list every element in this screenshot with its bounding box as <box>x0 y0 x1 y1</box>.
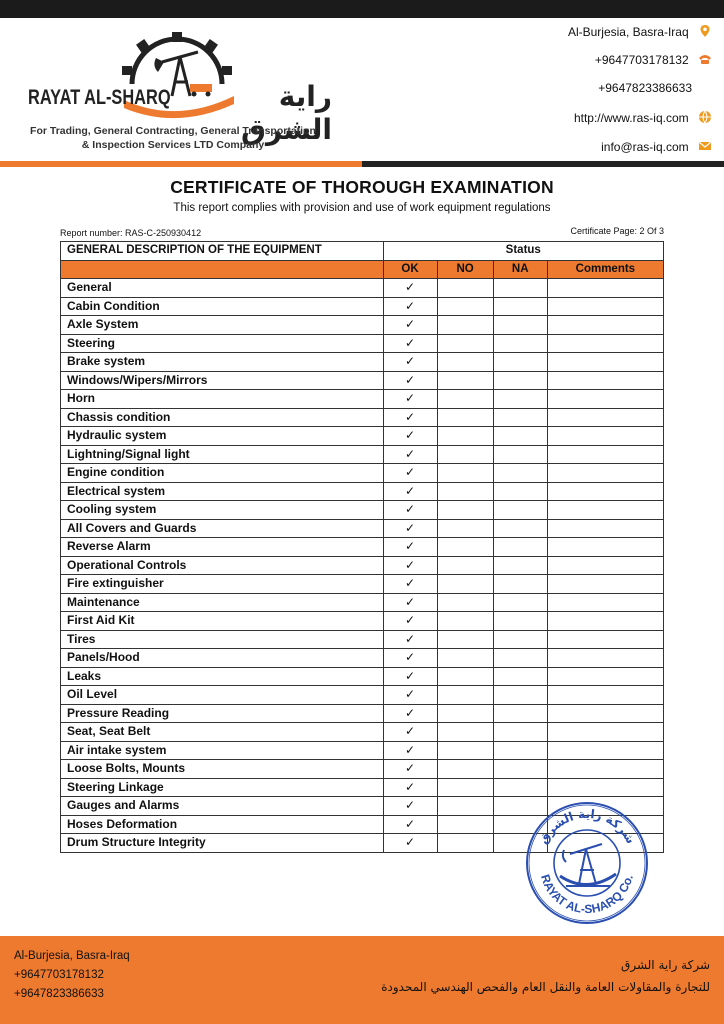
certificate-page: Certificate Page: 2 Of 3 <box>570 226 664 236</box>
address-text: Al-Burjesia, Basra-Iraq <box>567 25 689 39</box>
status-cell-ok <box>383 519 437 538</box>
column-no: NO <box>437 260 493 279</box>
table-column-row <box>61 260 664 279</box>
logo-text-arabic: راية الشرق <box>240 80 332 146</box>
row-item-label: All Covers and Guards <box>61 519 384 538</box>
comments-cell <box>547 279 663 298</box>
check-mark-icon: ✓ <box>405 705 416 720</box>
contact-phone2 <box>392 81 692 95</box>
table-row <box>61 427 664 446</box>
status-cell-no <box>437 353 493 372</box>
status-cell-na <box>493 316 547 335</box>
comments-cell <box>547 390 663 409</box>
status-cell-no <box>437 427 493 446</box>
table-row <box>61 686 664 705</box>
status-cell-no <box>437 556 493 575</box>
check-mark-icon: ✓ <box>405 446 416 461</box>
status-cell-ok <box>383 667 437 686</box>
comments-cell <box>547 501 663 520</box>
company-tagline-line1: For Trading, General Contracting, General Transportation <box>30 125 316 137</box>
row-item-label: Panels/Hood <box>61 649 384 668</box>
row-item-label: Maintenance <box>61 593 384 612</box>
company-stamp <box>524 800 650 926</box>
check-mark-icon: ✓ <box>405 613 416 628</box>
status-cell-no <box>437 445 493 464</box>
location-pin-icon <box>698 24 712 38</box>
row-item-label: Windows/Wipers/Mirrors <box>61 371 384 390</box>
comments-cell <box>547 408 663 427</box>
report-number: Report number: RAS-C-250930412 <box>60 228 202 238</box>
check-mark-icon: ✓ <box>405 520 416 535</box>
check-mark-icon: ✓ <box>405 465 416 480</box>
comments-cell <box>547 612 663 631</box>
comments-cell <box>547 445 663 464</box>
status-cell-ok <box>383 464 437 483</box>
phone2-text: +9647823386633 <box>598 81 692 95</box>
mail-icon <box>698 139 712 153</box>
status-cell-no <box>437 482 493 501</box>
row-item-label: Oil Level <box>61 686 384 705</box>
status-cell-ok <box>383 427 437 446</box>
check-mark-icon: ✓ <box>405 280 416 295</box>
table-row <box>61 353 664 372</box>
status-cell-no <box>437 464 493 483</box>
status-cell-no <box>437 297 493 316</box>
row-item-label: Electrical system <box>61 482 384 501</box>
status-cell-na <box>493 667 547 686</box>
status-cell-no <box>437 279 493 298</box>
status-cell-na <box>493 353 547 372</box>
comments-cell <box>547 464 663 483</box>
status-cell-ok <box>383 649 437 668</box>
row-item-label: Reverse Alarm <box>61 538 384 557</box>
comments-cell <box>547 575 663 594</box>
status-cell-ok <box>383 704 437 723</box>
row-item-label: Brake system <box>61 353 384 372</box>
status-cell-na <box>493 427 547 446</box>
status-cell-na <box>493 445 547 464</box>
check-mark-icon: ✓ <box>405 798 416 813</box>
phone-icon <box>698 52 712 66</box>
check-mark-icon: ✓ <box>405 409 416 424</box>
status-cell-ok <box>383 501 437 520</box>
row-item-label: Loose Bolts, Mounts <box>61 760 384 779</box>
status-cell-ok <box>383 778 437 797</box>
table-row <box>61 612 664 631</box>
status-cell-no <box>437 408 493 427</box>
status-cell-no <box>437 593 493 612</box>
footer-phone2: +9647823386633 <box>14 988 104 1000</box>
status-cell-na <box>493 723 547 742</box>
status-cell-ok <box>383 575 437 594</box>
status-cell-na <box>493 575 547 594</box>
status-cell-na <box>493 408 547 427</box>
status-cell-no <box>437 778 493 797</box>
status-cell-na <box>493 297 547 316</box>
table-row <box>61 760 664 779</box>
footer-arabic-name: شركة راية الشرق <box>621 958 710 972</box>
status-cell-ok <box>383 834 437 853</box>
row-item-label: Steering <box>61 334 384 353</box>
comments-cell <box>547 371 663 390</box>
status-cell-na <box>493 334 547 353</box>
table-row <box>61 575 664 594</box>
status-cell-ok <box>383 741 437 760</box>
column-comments: Comments <box>547 260 663 279</box>
status-cell-na <box>493 501 547 520</box>
status-cell-ok <box>383 445 437 464</box>
status-cell-na <box>493 464 547 483</box>
check-mark-icon: ✓ <box>405 372 416 387</box>
row-item-label: Leaks <box>61 667 384 686</box>
check-mark-icon: ✓ <box>405 761 416 776</box>
comments-cell <box>547 427 663 446</box>
status-cell-na <box>493 760 547 779</box>
status-cell-no <box>437 538 493 557</box>
row-item-label: First Aid Kit <box>61 612 384 631</box>
stamp-text-latin: RAYAT AL-SHARQ Co. <box>538 872 636 917</box>
status-cell-na <box>493 686 547 705</box>
company-logo <box>22 26 332 156</box>
row-item-label: Cooling system <box>61 501 384 520</box>
footer-phone1: +9647703178132 <box>14 969 104 981</box>
column-blank <box>61 260 384 279</box>
row-item-label: Lightning/Signal light <box>61 445 384 464</box>
status-cell-ok <box>383 797 437 816</box>
status-cell-no <box>437 741 493 760</box>
globe-icon <box>698 110 712 124</box>
contact-address <box>412 24 712 39</box>
comments-cell <box>547 667 663 686</box>
row-item-label: Hydraulic system <box>61 427 384 446</box>
table-row <box>61 334 664 353</box>
table-row <box>61 593 664 612</box>
row-item-label: Steering Linkage <box>61 778 384 797</box>
row-item-label: Axle System <box>61 316 384 335</box>
status-cell-no <box>437 667 493 686</box>
header-divider <box>0 161 724 167</box>
table-row <box>61 519 664 538</box>
status-cell-ok <box>383 371 437 390</box>
status-cell-no <box>437 649 493 668</box>
status-cell-ok <box>383 815 437 834</box>
comments-cell <box>547 353 663 372</box>
status-cell-na <box>493 593 547 612</box>
check-mark-icon: ✓ <box>405 502 416 517</box>
table-row <box>61 501 664 520</box>
check-mark-icon: ✓ <box>405 483 416 498</box>
check-mark-icon: ✓ <box>405 576 416 591</box>
row-item-label: Gauges and Alarms <box>61 797 384 816</box>
check-mark-icon: ✓ <box>405 539 416 554</box>
status-cell-na <box>493 741 547 760</box>
table-row <box>61 445 664 464</box>
row-item-label: Drum Structure Integrity <box>61 834 384 853</box>
comments-cell <box>547 760 663 779</box>
svg-text:شركة راية الشرق <box>536 807 638 846</box>
footer-arabic-description: للتجارة والمقاولات العامة والنقل العام والفحص الهندسي المحدودة <box>381 980 710 994</box>
email-link[interactable]: info@ras-iq.com <box>601 140 689 154</box>
status-cell-no <box>437 371 493 390</box>
row-item-label: Seat, Seat Belt <box>61 723 384 742</box>
status-cell-no <box>437 704 493 723</box>
check-mark-icon: ✓ <box>405 631 416 646</box>
status-cell-ok <box>383 353 437 372</box>
check-mark-icon: ✓ <box>405 650 416 665</box>
table-row <box>61 316 664 335</box>
table-row <box>61 279 664 298</box>
header-description: GENERAL DESCRIPTION OF THE EQUIPMENT <box>61 242 384 261</box>
footer <box>0 936 724 1024</box>
status-cell-ok <box>383 538 437 557</box>
table-row <box>61 538 664 557</box>
status-cell-no <box>437 815 493 834</box>
certificate-title: CERTIFICATE OF THOROUGH EXAMINATION <box>170 177 554 197</box>
contact-email[interactable] <box>412 139 712 154</box>
status-cell-ok <box>383 630 437 649</box>
stamp-text-arabic: شركة راية الشرق <box>536 806 638 847</box>
status-cell-na <box>493 649 547 668</box>
table-row <box>61 667 664 686</box>
status-cell-ok <box>383 593 437 612</box>
check-mark-icon: ✓ <box>405 594 416 609</box>
comments-cell <box>547 741 663 760</box>
table-row <box>61 371 664 390</box>
comments-cell <box>547 538 663 557</box>
status-cell-no <box>437 334 493 353</box>
table-row <box>61 723 664 742</box>
status-cell-ok <box>383 686 437 705</box>
status-cell-no <box>437 519 493 538</box>
status-cell-ok <box>383 316 437 335</box>
status-cell-ok <box>383 279 437 298</box>
company-tagline-line2: & Inspection Services LTD Company <box>81 139 265 151</box>
row-item-label: Tires <box>61 630 384 649</box>
row-item-label: Cabin Condition <box>61 297 384 316</box>
status-cell-na <box>493 612 547 631</box>
status-cell-ok <box>383 482 437 501</box>
check-mark-icon: ✓ <box>405 724 416 739</box>
row-item-label: Pressure Reading <box>61 704 384 723</box>
status-cell-ok <box>383 723 437 742</box>
status-cell-no <box>437 686 493 705</box>
column-ok: OK <box>383 260 437 279</box>
status-cell-no <box>437 501 493 520</box>
table-row <box>61 741 664 760</box>
check-mark-icon: ✓ <box>405 557 416 572</box>
status-cell-no <box>437 760 493 779</box>
check-mark-icon: ✓ <box>405 816 416 831</box>
contact-phone1 <box>412 52 712 67</box>
comments-cell <box>547 556 663 575</box>
status-cell-na <box>493 371 547 390</box>
table-header-row <box>61 242 664 261</box>
contact-website[interactable] <box>412 110 712 125</box>
table-row <box>61 464 664 483</box>
comments-cell <box>547 316 663 335</box>
check-mark-icon: ✓ <box>405 354 416 369</box>
status-cell-no <box>437 390 493 409</box>
status-cell-ok <box>383 297 437 316</box>
table-row <box>61 482 664 501</box>
check-mark-icon: ✓ <box>405 742 416 757</box>
comments-cell <box>547 704 663 723</box>
table-row <box>61 297 664 316</box>
table-row <box>61 630 664 649</box>
status-cell-no <box>437 834 493 853</box>
table-row <box>61 778 664 797</box>
comments-cell <box>547 334 663 353</box>
footer-address: Al-Burjesia, Basra-Iraq <box>14 950 130 962</box>
status-cell-na <box>493 390 547 409</box>
status-cell-ok <box>383 760 437 779</box>
comments-cell <box>547 778 663 797</box>
comments-cell <box>547 297 663 316</box>
check-mark-icon: ✓ <box>405 335 416 350</box>
status-cell-na <box>493 279 547 298</box>
row-item-label: Air intake system <box>61 741 384 760</box>
row-item-label: Engine condition <box>61 464 384 483</box>
check-mark-icon: ✓ <box>405 391 416 406</box>
table-body <box>61 279 664 853</box>
inspection-table <box>60 241 664 853</box>
status-cell-na <box>493 556 547 575</box>
row-item-label: Fire extinguisher <box>61 575 384 594</box>
comments-cell <box>547 593 663 612</box>
check-mark-icon: ✓ <box>405 687 416 702</box>
phone1-text: +9647703178132 <box>594 53 689 67</box>
table-row <box>61 704 664 723</box>
comments-cell <box>547 723 663 742</box>
comments-cell <box>547 482 663 501</box>
status-cell-na <box>493 519 547 538</box>
table-row <box>61 390 664 409</box>
status-cell-ok <box>383 334 437 353</box>
top-bar <box>0 0 724 18</box>
website-link[interactable]: http://www.ras-iq.com <box>573 111 689 125</box>
comments-cell <box>547 686 663 705</box>
status-cell-no <box>437 316 493 335</box>
check-mark-icon: ✓ <box>405 428 416 443</box>
row-item-label: Horn <box>61 390 384 409</box>
table-row <box>61 649 664 668</box>
comments-cell <box>547 630 663 649</box>
column-na: NA <box>493 260 547 279</box>
status-cell-na <box>493 704 547 723</box>
status-cell-ok <box>383 390 437 409</box>
status-cell-ok <box>383 612 437 631</box>
table-row <box>61 408 664 427</box>
check-mark-icon: ✓ <box>405 668 416 683</box>
comments-cell <box>547 519 663 538</box>
status-cell-na <box>493 630 547 649</box>
check-mark-icon: ✓ <box>405 779 416 794</box>
certificate-subtitle: This report complies with provision and use of work equipment regulations <box>173 202 551 214</box>
status-cell-no <box>437 797 493 816</box>
check-mark-icon: ✓ <box>405 317 416 332</box>
row-item-label: Hoses Deformation <box>61 815 384 834</box>
status-cell-na <box>493 778 547 797</box>
table-row <box>61 556 664 575</box>
status-cell-no <box>437 575 493 594</box>
comments-cell <box>547 649 663 668</box>
status-cell-ok <box>383 408 437 427</box>
header-status: Status <box>383 242 663 261</box>
status-cell-na <box>493 482 547 501</box>
check-mark-icon: ✓ <box>405 298 416 313</box>
status-cell-no <box>437 723 493 742</box>
status-cell-no <box>437 630 493 649</box>
logo-text-latin: RAYAT AL-SHARQ <box>28 86 171 109</box>
row-item-label: Chassis condition <box>61 408 384 427</box>
row-item-label: General <box>61 279 384 298</box>
status-cell-no <box>437 612 493 631</box>
status-cell-ok <box>383 556 437 575</box>
row-item-label: Operational Controls <box>61 556 384 575</box>
check-mark-icon: ✓ <box>405 835 416 850</box>
status-cell-na <box>493 538 547 557</box>
